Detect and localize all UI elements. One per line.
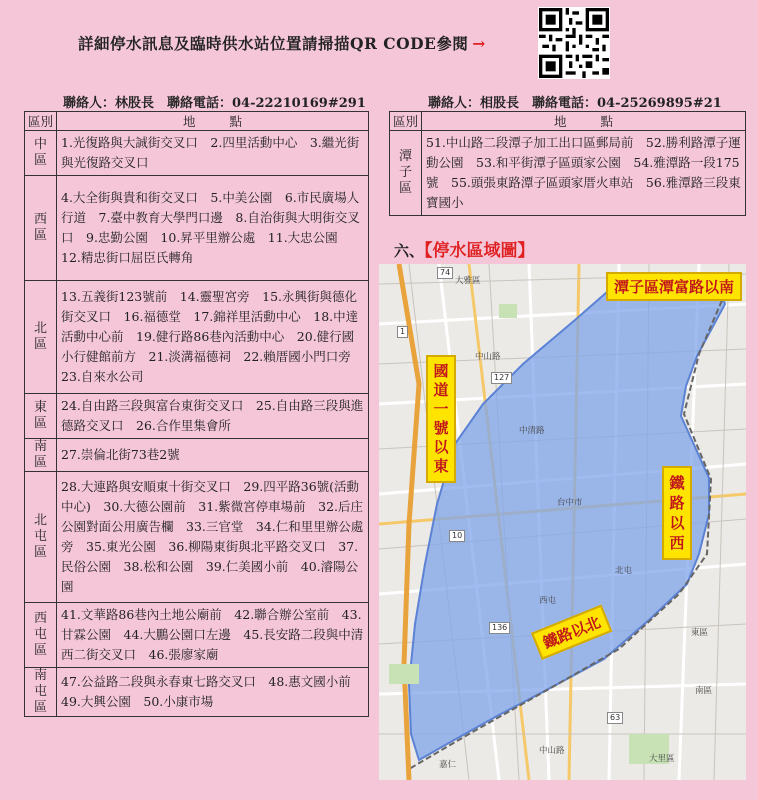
- qr-code[interactable]: [538, 7, 610, 79]
- road-number-marker: 63: [607, 712, 623, 724]
- contact-left: 聯絡人：林股長 聯絡電話：04-22210169#291: [63, 96, 366, 111]
- map-label-south-boundary: 鐵路以北: [531, 605, 612, 660]
- map-place-label: 大雅區: [455, 276, 481, 286]
- map-label-east-boundary: 鐵路以西: [662, 466, 692, 560]
- district-name: 北 區: [25, 281, 57, 394]
- qr-code-icon: [539, 8, 609, 78]
- header-text: [78, 32, 486, 54]
- contact-right: 聯絡人：相股長 聯絡電話：04-25269895#21: [428, 96, 722, 111]
- table-row: [25, 439, 369, 472]
- map-place-label: 台中市: [557, 498, 583, 508]
- table-row: [25, 394, 369, 439]
- table-row: [390, 131, 746, 216]
- table-header-row: [390, 112, 746, 131]
- district-name: 南 區: [25, 439, 57, 472]
- map-label-north-boundary: 潭子區潭富路以南: [606, 272, 742, 301]
- district-header: 區別: [25, 112, 57, 131]
- header: [0, 0, 758, 85]
- map-place-label: 東區: [691, 628, 709, 638]
- road-number-marker: 1: [397, 326, 408, 338]
- map-place-label: 西屯: [539, 596, 557, 606]
- table-header-row: [25, 112, 369, 131]
- table-row: [25, 668, 369, 717]
- map-place-label: 中山路: [539, 746, 565, 756]
- road-number-marker: 127: [491, 372, 512, 384]
- district-locations: 4.大全街與貴和街交叉口 5.中美公園 6.市民廣場人行道 7.臺中教育大學門口邊 8.自治街與大明街交叉口 9.忠勤公園 10.昇平里辦公處 11.大忠公園 12.精忠街口屈臣氏轉角: [57, 176, 369, 281]
- header-message: 詳細停水訊息及臨時供水站位置請掃描QR CODE參閱: [78, 34, 469, 53]
- arrow-right-icon: →: [472, 34, 486, 53]
- map-place-label: 中清路: [519, 426, 545, 436]
- district-name: 西 區: [25, 176, 57, 281]
- map-label-west-boundary: 國道一號以東: [426, 355, 456, 483]
- district-locations: 27.崇倫北街73巷2號: [57, 439, 369, 472]
- map-place-label: 北屯: [615, 566, 633, 576]
- district-locations: 47.公益路二段與永春東七路交叉口 48.惠文國小前 49.大興公園 50.小康市場: [57, 668, 369, 717]
- table-row: [25, 131, 369, 176]
- district-locations: 41.文華路86巷內土地公廟前 42.聯合辦公室前 43.甘霖公園 44.大鵬公園口左邊 45.長安路二段與中清西二街交叉口 46.張廖家廟: [57, 603, 369, 668]
- water-outage-map[interactable]: [379, 264, 746, 780]
- location-header: 地點: [57, 112, 369, 131]
- section-heading: 【停水區域圖】: [424, 241, 535, 261]
- district-name: 東 區: [25, 394, 57, 439]
- section-prefix: 六、: [394, 242, 425, 260]
- road-number-marker: 10: [449, 530, 465, 542]
- right-location-table: [389, 111, 746, 216]
- district-name: 北 屯 區: [25, 472, 57, 603]
- map-place-label: 嘉仁: [439, 760, 457, 770]
- table-row: [25, 281, 369, 394]
- road-number-marker: 136: [489, 622, 510, 634]
- district-header: 區別: [390, 112, 422, 131]
- district-name: 西 屯 區: [25, 603, 57, 668]
- location-header: 地點: [422, 112, 746, 131]
- table-row: [25, 176, 369, 281]
- table-row: [25, 472, 369, 603]
- district-locations: 1.光復路與大誠街交叉口 2.四里活動中心 3.繼光街與光復路交叉口: [57, 131, 369, 176]
- district-locations: 13.五義街123號前 14.靈聖宮旁 15.永興街與德化街交叉口 16.福德堂 17.錦祥里活動中心 18.中達活動中心前 19.健行路86巷內活動中心 20.健行國小行健館前方 21.淡溝福德祠 22.賴厝國小門口旁 23.自來水公司: [57, 281, 369, 394]
- district-name: 中 區: [25, 131, 57, 176]
- district-locations: 24.自由路三段與富台東街交叉口 25.自由路三段與進德路交叉口 26.合作里集會所: [57, 394, 369, 439]
- map-place-label: 南區: [695, 686, 713, 696]
- table-row: [25, 603, 369, 668]
- district-name: 潭 子 區: [390, 131, 422, 216]
- road-number-marker: 74: [437, 267, 453, 279]
- district-name: 南 屯 區: [25, 668, 57, 717]
- district-locations: 28.大連路與安順東十街交叉口 29.四平路36號(活動中心) 30.大德公園前 31.紫微宮停車場前 32.后庄公園對面公用廣告欄 33.三官堂 34.仁和里里辦公處旁 35.東光公園 36.柳陽東街與北平路交叉口 37.民俗公園 38.松和公園 39.仁美國小前 40.濬陽公園: [57, 472, 369, 603]
- district-locations: 51.中山路二段潭子加工出口區郵局前 52.勝利路潭子運動公園 53.和平街潭子區頭家公園 54.雅潭路一段175號 55.頭張東路潭子區頭家厝火車站 56.雅潭路三段東寶國小: [422, 131, 746, 216]
- map-place-label: 大里區: [649, 754, 675, 764]
- section-title: [394, 236, 535, 261]
- left-location-table: [24, 111, 369, 717]
- map-place-label: 中山路: [475, 352, 501, 362]
